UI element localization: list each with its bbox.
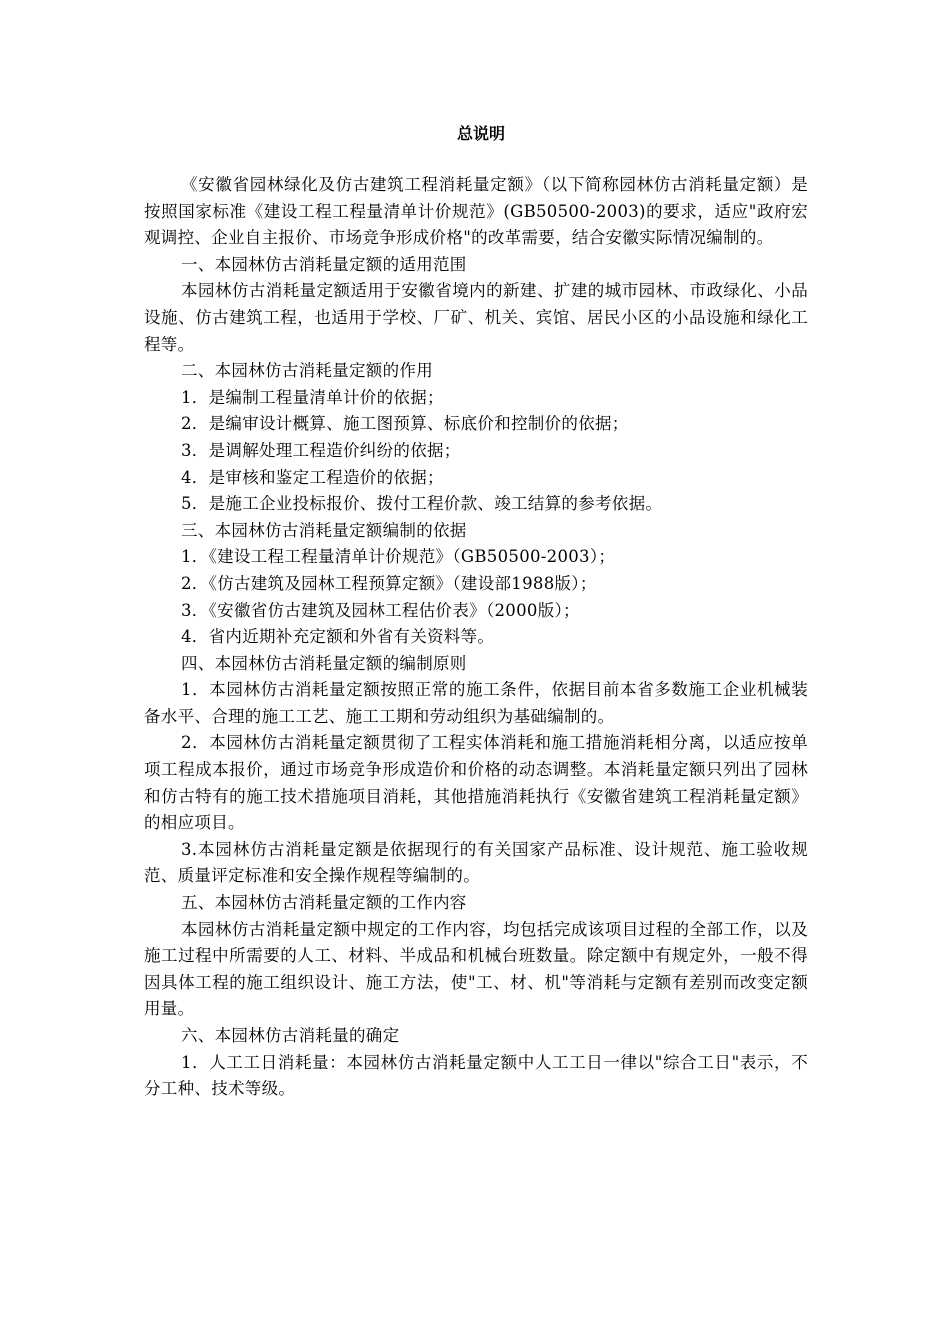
- document-body: [144, 172, 808, 1103]
- function-item: 2．是编审设计概算、施工图预算、标底价和控制价的依据；: [181, 414, 629, 434]
- principle-item: 1．本园林仿古消耗量定额按照正常的施工条件，依据目前本省多数施工企业机械装备水平、合理的施工工艺、施工工期和劳动组织为基础编制的。: [144, 680, 808, 726]
- section-heading-function: 二、本园林仿古消耗量定额的作用: [181, 361, 433, 381]
- work-content-paragraph: 本园林仿古消耗量定额中规定的工作内容，均包括完成该项目过程的全部工作，以及施工过程中所需要的人工、材料、半成品和机械台班数量。除定额中有规定外，一般不得因具体工程的施工组织设计、施工方法，使"工、材、机"等消耗与定额有差别而改变定额用量。: [144, 919, 808, 1019]
- basis-item: 1．《建设工程工程量清单计价规范》（GB50500-2003）；: [181, 547, 616, 567]
- intro-paragraph: 《安徽省园林绿化及仿古建筑工程消耗量定额》（以下简称园林仿古消耗量定额）是按照国家标准《建设工程工程量清单计价规范》(GB50500-2003)的要求，适应"政府宏观调控、企业自主报价、市场竞争形成价格"的改革需要，结合安徽实际情况编制的。: [144, 175, 808, 248]
- function-item: 4．是审核和鉴定工程造价的依据；: [181, 467, 444, 487]
- basis-item: 3．《安徽省仿古建筑及园林工程估价表》（2000版）；: [181, 600, 580, 620]
- section-heading-basis: 三、本园林仿古消耗量定额编制的依据: [181, 520, 467, 540]
- basis-item: 2．《仿古建筑及园林工程预算定额》（建设部1988版）；: [181, 573, 597, 593]
- function-item: 1．是编制工程量清单计价的依据；: [181, 387, 444, 407]
- function-item: 3．是调解处理工程造价纠纷的依据；: [181, 440, 461, 460]
- section-heading-determination: 六、本园林仿古消耗量的确定: [181, 1026, 400, 1045]
- document-page: [144, 118, 808, 1103]
- principle-item: 3.本园林仿古消耗量定额是依据现行的有关国家产品标准、设计规范、施工验收规范、质量评定标准和安全操作规程等编制的。: [144, 839, 808, 886]
- section-heading-work-content: 五、本园林仿古消耗量定额的工作内容: [181, 893, 467, 913]
- function-item: 5．是施工企业投标报价、拨付工程价款、竣工结算的参考依据。: [181, 494, 663, 514]
- principle-item: 2．本园林仿古消耗量定额贯彻了工程实体消耗和施工措施消耗相分离，以适应按单项工程成本报价，通过市场竞争形成造价和价格的动态调整。本消耗量定额只列出了园林和仿古特有的施工技术措施项目消耗，其他措施消耗执行《安徽省建筑工程消耗量定额》的相应项目。: [144, 733, 808, 833]
- section-heading-principles: 四、本园林仿古消耗量定额的编制原则: [181, 653, 467, 673]
- document-title: 总说明: [456, 124, 505, 143]
- determination-item: 1．人工工日消耗量：本园林仿古消耗量定额中人工工日一律以"综合工日"表示，不分工种、技术等级。: [144, 1052, 808, 1099]
- section-heading-scope: 一、本园林仿古消耗量定额的适用范围: [181, 254, 467, 274]
- basis-item: 4．省内近期补充定额和外省有关资料等。: [181, 627, 495, 647]
- scope-paragraph: 本园林仿古消耗量定额适用于安徽省境内的新建、扩建的城市园林、市政绿化、小品设施、仿古建筑工程，也适用于学校、厂矿、机关、宾馆、居民小区的小品设施和绿化工程等。: [144, 281, 808, 354]
